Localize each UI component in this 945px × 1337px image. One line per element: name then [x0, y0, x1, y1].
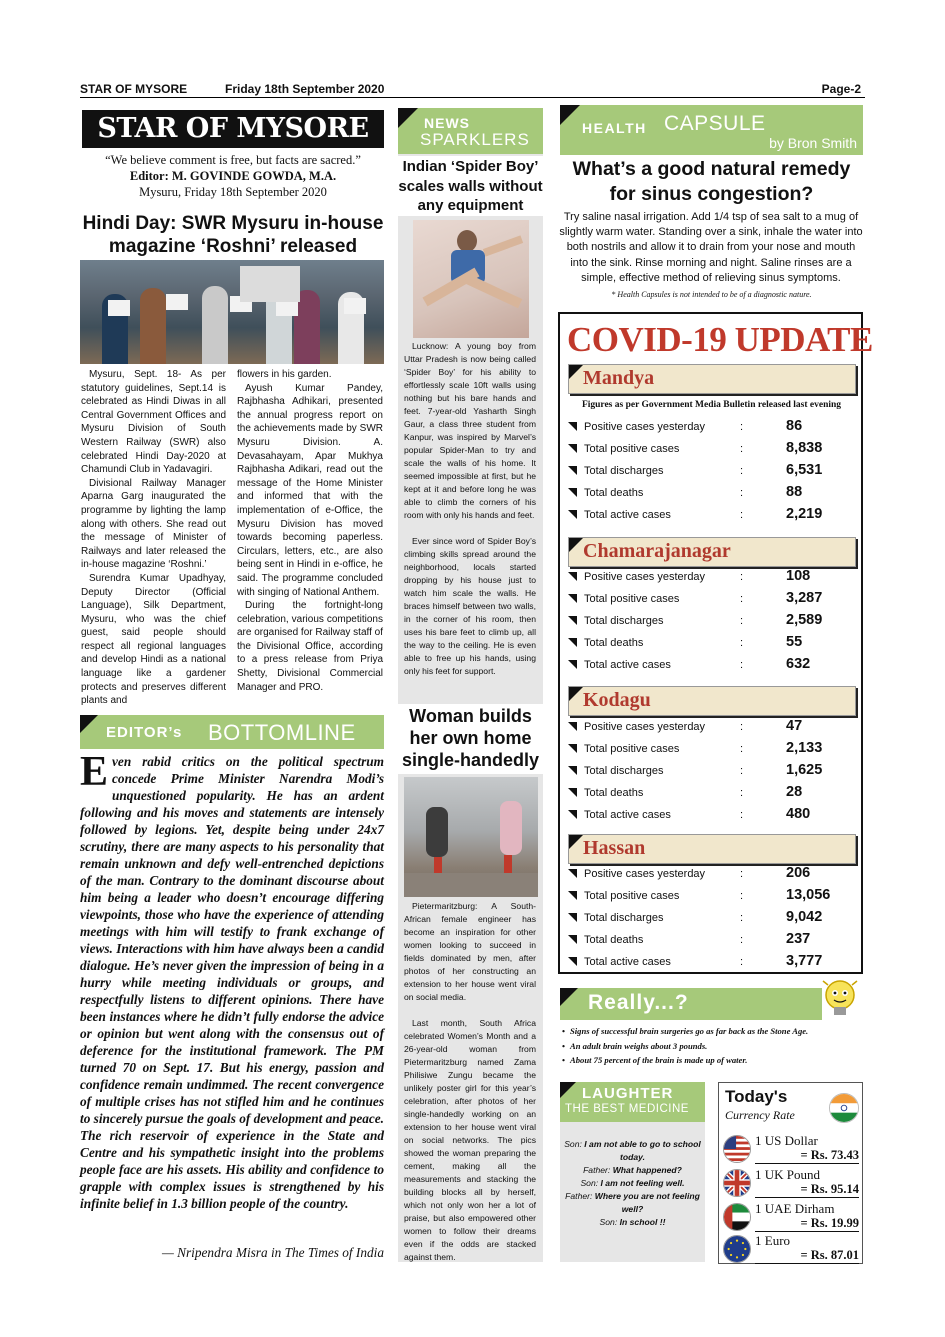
editorial-banner — [80, 715, 384, 749]
woman-builds-photo — [404, 777, 538, 897]
arrow-icon — [568, 572, 577, 581]
us-flag-icon — [723, 1135, 751, 1163]
banner-label: HEALTH — [582, 120, 647, 136]
banner-label: SPARKLERS — [420, 130, 530, 149]
woman-builds-article — [404, 900, 536, 1277]
banner-label: THE BEST MEDICINE — [565, 1103, 689, 1115]
covid-stat-row — [568, 462, 858, 482]
district-header — [568, 364, 856, 394]
masthead-info — [82, 152, 384, 200]
banner-label: BOTTOMLINE — [208, 720, 356, 745]
lead-photo — [80, 260, 384, 364]
covid-stat-row — [568, 440, 858, 460]
covid-stat-row — [568, 590, 858, 610]
district-header — [568, 686, 856, 716]
india-flag-icon — [829, 1093, 859, 1123]
arrow-icon — [568, 913, 577, 922]
currency-title: Today's — [725, 1087, 788, 1106]
stat-separator: : — [740, 721, 744, 733]
joke-speech: I am not able to go to school today. — [584, 1139, 701, 1162]
stat-label: Total deaths — [584, 934, 644, 946]
banner-label: LAUGHTER — [582, 1085, 674, 1102]
arrow-icon — [568, 444, 577, 453]
uk-flag-icon — [723, 1169, 751, 1197]
covid-stat-row — [568, 762, 858, 782]
district-name: Hassan — [583, 837, 646, 859]
covid-stat-row — [568, 865, 858, 885]
arrow-icon — [568, 594, 577, 603]
stat-label: Total positive cases — [584, 443, 680, 455]
lead-headline: Hindi Day: SWR Mysuru in-house magazine ‘Roshni’ released — [82, 213, 384, 257]
stat-label: Total active cases — [584, 509, 671, 521]
stat-label: Total deaths — [584, 487, 644, 499]
covid-stat-row — [568, 718, 858, 738]
banner-label: CAPSULE — [664, 112, 766, 135]
stat-separator: : — [740, 787, 744, 799]
spider-boy-headline: Indian ‘Spider Boy’ scales walls without any equipment — [398, 158, 543, 214]
corner-triangle-icon — [569, 538, 583, 552]
arrow-icon — [568, 810, 577, 819]
joke-speech: I am not feeling well. — [600, 1178, 685, 1188]
stat-label: Total discharges — [584, 615, 664, 627]
covid-title: COVID-19 UPDATE — [567, 320, 873, 359]
paragraph: Lucknow: A young boy from Uttar Pradesh is now being called ‘Spider Boy’ for his ability to effortlessly scale 10ft walls using nothing but his bare hands and feet. 7-year-old Yasharth Singh Gaur, a class three student from Kanpur, was inspired by Marvel’s popular Spider-Man to try and scale the walls of his home. It seemed impossible at first, but he kept at it and before long he was able to climb the corners of his room with only his hands and feet. — [404, 341, 536, 520]
joke-line — [562, 1138, 703, 1164]
stat-label: Positive cases yesterday — [584, 571, 706, 583]
joke-speaker: Father: — [583, 1165, 611, 1175]
sparklers-banner — [398, 108, 543, 154]
spider-boy-article — [404, 340, 536, 691]
corner-triangle-icon — [569, 687, 583, 701]
covid-update-box — [558, 312, 873, 974]
covid-stat-row — [568, 506, 858, 526]
currency-name: 1 UAE Dirham — [755, 1201, 835, 1216]
stat-separator: : — [740, 421, 744, 433]
arrow-icon — [568, 935, 577, 944]
arrow-icon — [568, 510, 577, 519]
really-banner — [560, 988, 822, 1020]
arrow-icon — [568, 616, 577, 625]
stat-separator: : — [740, 593, 744, 605]
arrow-icon — [568, 788, 577, 797]
covid-source-note: Figures as per Government Media Bulletin released last evening — [581, 400, 842, 410]
editorial-body — [80, 749, 384, 1212]
stat-value: 8,838 — [786, 440, 823, 456]
stat-label: Total discharges — [584, 912, 664, 924]
covid-stat-row — [568, 656, 858, 676]
stat-separator: : — [740, 637, 744, 649]
paragraph: Pietermaritzburg: A South-African female engineer has become an inspiration for other women looking to succeed in fields dominated by men, after photos of her constructing an extension to her house went viral on social media. — [404, 901, 536, 1002]
stat-value: 47 — [786, 718, 803, 734]
editorial-byline: — Nripendra Misra in The Times of India — [161, 1245, 384, 1260]
stat-separator: : — [740, 571, 744, 583]
currency-row — [721, 1133, 862, 1165]
corner-triangle-icon — [560, 988, 578, 1006]
district-name: Chamarajanagar — [583, 540, 731, 562]
masthead-logo: STAR OF MYSORE — [82, 110, 384, 148]
district-name: Mandya — [583, 367, 655, 389]
stat-value: 28 — [786, 784, 803, 800]
health-capsule-banner — [560, 105, 863, 155]
corner-triangle-icon — [560, 1082, 576, 1098]
stat-label: Total discharges — [584, 465, 664, 477]
list-item: • About 75 percent of the brain is made up of water. — [562, 1053, 862, 1068]
stat-separator: : — [740, 509, 744, 521]
motto: “We believe comment is free, but facts are sacred.” — [105, 153, 361, 167]
stat-label: Total active cases — [584, 659, 671, 671]
joke-speech: What happened? — [612, 1165, 682, 1175]
stat-value: 3,287 — [786, 590, 823, 606]
stat-label: Total deaths — [584, 637, 644, 649]
paragraph: Mysuru, Sept. 18- As per statutory guidelines, Sept.14 is celebrated as Hindi Diwas in all Central Government Offices and Mysuru Division of South Western Railway (SWR) also celebrated Hindi Day-2020 at Chamundi Club in Yadavagiri. — [81, 369, 226, 476]
stat-label: Total positive cases — [584, 593, 680, 605]
joke-speaker: Son: — [564, 1139, 582, 1149]
editorial-text: ven rabid critics on the political spectrum concede Prime Minister Narendra Modi’s unquestioned popularity. He has an ardent following and his moves and statements are intensely followed by legions. Yet, despite being under 24x7 scrutiny, there are many aspects to his personality that remain unknown and defy well-entrenched depictions of the man. Contrary to the dominant discourse about him being a leader who doesn’t encourage differing viewpoints, those who have the experience of attending meetings with him will testify to frank exchange of views. Interactions with him have always been a candid dialogue. He’s never given the impression of being in a hurry while meeting individuals or groups, and respectfully listens to different opinions. There have been instances where he didn’t fully endorse the advice or opinion but went along with the consensus out of deference for the institutional framework. The PM turned 70 on Sept. 17. But his energy, passion and confidence remain undimmed. The recent convergence of multiple crises has not stifled him and he continues to sincerely pursue the goals of development and peace. The rich reservoir of experience in the State and Centre and his sympathetic insight into the problems people face are his assets. His ability and confidence to grapple with complex issues is strengthened by his infinite belief in 1.3 billion people of the country. — [80, 754, 384, 1211]
banner-label: NEWS — [424, 115, 470, 131]
stat-value: 2,219 — [786, 506, 823, 522]
stat-value: 9,042 — [786, 909, 823, 925]
stat-value: 108 — [786, 568, 811, 584]
arrow-icon — [568, 638, 577, 647]
stat-value: 86 — [786, 418, 803, 434]
stat-value: 1,625 — [786, 762, 823, 778]
lead-article-column-1 — [81, 368, 226, 708]
currency-value: = Rs. 95.14 — [755, 1182, 859, 1198]
arrow-icon — [568, 869, 577, 878]
health-disclaimer: * Health Capsules is not intended to be of a diagnostic nature. — [611, 290, 812, 299]
covid-stat-row — [568, 568, 858, 588]
paragraph: Ever since word of Spider Boy’s climbing skills spread around the neighborhood, locals started dropping by his house just to watch him scale the walls. He braces himself between two walls, in the corner of his room, then uses his bare feet to climb up, all the way to the ceiling. He is even able to free up his hands, using only his feet for support. — [404, 536, 536, 676]
drop-cap: E — [80, 749, 109, 795]
paragraph: Divisional Railway Manager Aparna Garg inaugurated the programme by lighting the lamp along with others. She read out the message of Minister of Railways and later released the in-house magazine ‘Roshni.’ — [81, 477, 226, 571]
currency-name: 1 US Dollar — [755, 1133, 818, 1148]
stat-value: 3,777 — [786, 953, 823, 969]
district-header — [568, 537, 856, 567]
stat-separator: : — [740, 956, 744, 968]
arrow-icon — [568, 766, 577, 775]
joke-speech: In school !! — [619, 1217, 666, 1227]
stat-value: 632 — [786, 656, 811, 672]
banner-label: Really...? — [588, 991, 689, 1014]
editor-line: Editor: M. GOVINDE GOWDA, M.A. — [129, 169, 337, 183]
covid-stat-row — [568, 418, 858, 438]
paragraph: Surendra Kumar Upadhyay, Deputy Director (Official Language), Silk Department, Mysuru, who was the chief guest, said people should respect all regional languages and develop Hindi as a national language like a gardener protects and preserves different plants and — [81, 572, 226, 707]
currency-value: = Rs. 19.99 — [755, 1216, 859, 1232]
stat-value: 55 — [786, 634, 803, 650]
stat-separator: : — [740, 743, 744, 755]
stat-value: 237 — [786, 931, 811, 947]
stat-separator: : — [740, 809, 744, 821]
paragraph: Ayush Kumar Pandey, Rajbhasha Adhikari, presented the annual progress report on the achievements made by SWR Mysuru Division. A. Devasahayam, Apar Mukhya Rajbhasha Adikari, read out the message of the Home Minister and informed that with the implementation of e-Office, the Mysuru Division has moved towards becoming paperless. Circulars, letters, etc., are also being sent in Hindi in e-office, he said. The programme concluded with singing of National Anthem. — [237, 382, 383, 598]
covid-stat-row — [568, 806, 858, 826]
corner-triangle-icon — [569, 835, 583, 849]
spider-boy-photo — [413, 220, 529, 338]
covid-stat-row — [568, 784, 858, 804]
stat-value: 13,056 — [786, 887, 831, 903]
stat-label: Positive cases yesterday — [584, 868, 706, 880]
currency-value: = Rs. 87.01 — [755, 1248, 859, 1264]
issue-date: Friday 18th September 2020 — [225, 82, 385, 96]
stat-value: 2,589 — [786, 612, 823, 628]
currency-row — [721, 1233, 862, 1265]
stat-separator: : — [740, 465, 744, 477]
covid-stat-row — [568, 612, 858, 632]
stat-value: 480 — [786, 806, 811, 822]
paragraph: Last month, South Africa celebrated Women’s Month and a 26-year-old woman from Pietermaritzburg named Zama Philisiwe Zungu became the unlikely poster girl for this year’s celebration, after photos of her single-handedly working on an extension to her house went viral on social networks. The pics showed the woman preparing the cement, making all the measurements and stacking the building blocks all by herself, which not only won her a lot of praise, but also empowered other women to follow their dreams even if the odds are stacked against them. — [404, 1018, 536, 1262]
joke-line — [562, 1216, 703, 1229]
arrow-icon — [568, 466, 577, 475]
stat-separator: : — [740, 912, 744, 924]
currency-rate-box — [718, 1082, 863, 1264]
stat-label: Total active cases — [584, 956, 671, 968]
stat-separator: : — [740, 868, 744, 880]
currency-subtitle: Currency Rate — [725, 1108, 795, 1122]
stat-value: 6,531 — [786, 462, 823, 478]
joke-speaker: Son: — [580, 1178, 599, 1188]
really-list — [562, 1024, 862, 1068]
paragraph: flowers in his garden. — [237, 369, 332, 380]
corner-triangle-icon — [398, 108, 418, 128]
currency-value: = Rs. 73.43 — [755, 1148, 859, 1164]
stat-label: Total discharges — [584, 765, 664, 777]
stat-label: Total deaths — [584, 787, 644, 799]
page-number: Page-2 — [821, 82, 861, 96]
health-question: What’s a good natural remedy for sinus congestion? — [572, 158, 851, 205]
joke-line — [562, 1190, 703, 1216]
arrow-icon — [568, 660, 577, 669]
paragraph: During the fortnight-long celebration, various competitions are organised for Railway staff of the Divisional Office, according to a press release from Priya Shetty, Divisional Commercial Manager and PRO. — [237, 600, 384, 693]
arrow-icon — [568, 422, 577, 431]
covid-stat-row — [568, 887, 858, 907]
paper-name: STAR OF MYSORE — [80, 82, 188, 96]
arrow-icon — [568, 488, 577, 497]
stat-separator: : — [740, 765, 744, 777]
uae-flag-icon — [723, 1203, 751, 1231]
stat-label: Positive cases yesterday — [584, 421, 706, 433]
stat-label: Total active cases — [584, 809, 671, 821]
health-author: by Bron Smith — [769, 135, 857, 151]
covid-stat-row — [568, 953, 858, 973]
stat-separator: : — [740, 934, 744, 946]
arrow-icon — [568, 722, 577, 731]
covid-stat-row — [568, 931, 858, 951]
corner-triangle-icon — [80, 715, 98, 733]
joke-speaker: Son: — [599, 1217, 618, 1227]
stat-label: Total positive cases — [584, 743, 680, 755]
stat-separator: : — [740, 487, 744, 499]
corner-triangle-icon — [569, 365, 583, 379]
lead-article-column-2 — [237, 368, 383, 694]
covid-stat-row — [568, 909, 858, 929]
arrow-icon — [568, 891, 577, 900]
stat-separator: : — [740, 659, 744, 671]
stat-value: 2,133 — [786, 740, 823, 756]
corner-triangle-icon — [560, 105, 580, 125]
list-item: • Signs of successful brain surgeries go as far back as the Stone Age. — [562, 1024, 862, 1039]
joke-text — [562, 1138, 703, 1229]
woman-builds-headline: Woman builds her own home single-handedly — [398, 704, 543, 774]
district-name: Kodagu — [583, 689, 651, 711]
joke-speech: Where you are not feeling well? — [594, 1191, 700, 1214]
eu-flag-icon — [723, 1235, 751, 1263]
stat-label: Positive cases yesterday — [584, 721, 706, 733]
joke-speaker: Father: — [565, 1191, 593, 1201]
currency-row — [721, 1201, 862, 1233]
district-header — [568, 834, 856, 864]
covid-stat-row — [568, 740, 858, 760]
joke-line — [562, 1164, 703, 1177]
page-header — [80, 82, 865, 98]
dateline: Mysuru, Friday 18th September 2020 — [139, 185, 327, 199]
currency-name: 1 UK Pound — [755, 1167, 821, 1182]
covid-stat-row — [568, 634, 858, 654]
lightbulb-icon — [820, 977, 860, 1023]
health-answer: Try saline nasal irrigation. Add 1/4 tsp of sea salt to a mug of slightly warm water. Standing over a sink, inhale the water into both nostrils and allow it to drain from your nose and mouth into the sink. Rinse morning and night. Saline rinses are a simple, effective method of relieving sinus symptoms. — [559, 211, 863, 284]
currency-row — [721, 1167, 862, 1199]
arrow-icon — [568, 744, 577, 753]
currency-name: 1 Euro — [755, 1233, 791, 1248]
joke-line — [562, 1177, 703, 1190]
stat-value: 206 — [786, 865, 811, 881]
arrow-icon — [568, 957, 577, 966]
list-item: • An adult brain weighs about 3 pounds. — [562, 1039, 862, 1054]
stat-label: Total positive cases — [584, 890, 680, 902]
banner-label: EDITOR’s — [106, 724, 183, 741]
stat-separator: : — [740, 890, 744, 902]
covid-stat-row — [568, 484, 858, 504]
stat-separator: : — [740, 443, 744, 455]
laughter-banner — [560, 1082, 705, 1122]
stat-value: 88 — [786, 484, 803, 500]
stat-separator: : — [740, 615, 744, 627]
